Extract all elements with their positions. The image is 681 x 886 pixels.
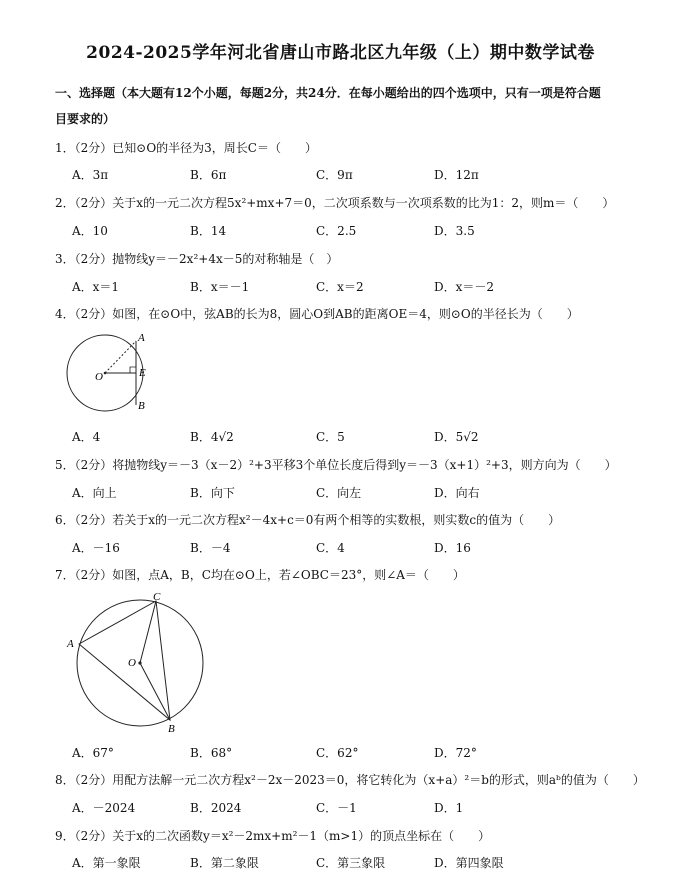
radius-oa (105, 341, 136, 373)
segment-oc (140, 601, 156, 663)
question-9-option-d[interactable]: D．第四象限 (434, 856, 504, 870)
label-b: B (168, 723, 175, 735)
question-9-stem: 9．（2分）关于x的二次函数y＝x²－2mx+m²－1（m>1）的顶点坐标在（ ） (55, 829, 491, 843)
question-6-option-c[interactable]: C．4 (316, 541, 345, 555)
label-e: E (139, 367, 146, 379)
label-o: O (128, 657, 136, 669)
question-5-option-b[interactable]: B．向下 (190, 486, 235, 500)
question-3-stem: 3．（2分）抛物线y＝－2x²+4x－5的对称轴是（ ） (55, 252, 339, 266)
triangle-abc (79, 601, 170, 720)
question-3-option-a[interactable]: A．x＝1 (72, 280, 120, 294)
question-5-stem: 5．（2分）将抛物线y＝－3（x－2）²+3平移3个单位长度后得到y＝－3（x+1）²+3，则方向为（ ） (55, 458, 617, 472)
question-2-option-a[interactable]: A．10 (72, 224, 108, 238)
question-4-option-b[interactable]: B．4√2 (190, 430, 234, 444)
section-heading-line1: 一、选择题（本大题有12个小题，每题2分，共24分．在每小题给出的四个选项中，只有一项是符合题 (55, 86, 601, 100)
question-1-option-a[interactable]: A．3π (72, 168, 109, 182)
question-3-option-d[interactable]: D．x＝－2 (434, 280, 495, 294)
question-9-option-c[interactable]: C．第三象限 (316, 856, 386, 870)
question-1-stem: 1．（2分）已知⊙O的半径为3，周长C＝（ ） (55, 141, 317, 155)
question-5-option-a[interactable]: A．向上 (72, 486, 117, 500)
question-3-option-b[interactable]: B．x＝－1 (190, 280, 250, 294)
section-heading (55, 80, 645, 132)
question-9-option-b[interactable]: B．第二象限 (190, 856, 259, 870)
question-2-option-b[interactable]: B．14 (190, 224, 227, 238)
label-o: O (95, 371, 103, 383)
label-b: B (138, 400, 145, 412)
label-a: A (138, 332, 145, 344)
question-1-option-d[interactable]: D．12π (434, 168, 479, 182)
question-6-option-b[interactable]: B．－4 (190, 541, 231, 555)
page-title: 2024-2025学年河北省唐山市路北区九年级（上）期中数学试卷 (86, 43, 595, 63)
segment-ob (140, 663, 170, 720)
center-point (104, 372, 107, 375)
question-6-option-a[interactable]: A．－16 (72, 541, 120, 555)
question-2-option-d[interactable]: D．3.5 (434, 224, 475, 238)
question-3-option-c[interactable]: C．x＝2 (316, 280, 364, 294)
label-c: C (153, 591, 161, 603)
question-1-option-c[interactable]: C．9π (316, 168, 353, 182)
question-8-stem: 8．（2分）用配方法解一元二次方程x²－2x－2023＝0，将它转化为（x+a）²＝b的形式，则aᵇ的值为（ ） (55, 773, 645, 787)
question-7-option-c[interactable]: C．62° (316, 746, 359, 760)
question-4-option-d[interactable]: D．5√2 (434, 430, 479, 444)
label-a: A (67, 638, 74, 650)
question-8-option-b[interactable]: B．2024 (190, 801, 242, 815)
question-6-option-d[interactable]: D．16 (434, 541, 471, 555)
question-7-option-b[interactable]: B．68° (190, 746, 233, 760)
question-2-option-c[interactable]: C．2.5 (316, 224, 357, 238)
question-1-option-b[interactable]: B．6π (190, 168, 227, 182)
question-7-stem: 7．（2分）如图，点A，B，C均在⊙O上，若∠OBC＝23°，则∠A＝（ ） (55, 568, 465, 582)
question-7-figure (62, 588, 212, 738)
question-7-option-a[interactable]: A．67° (72, 746, 114, 760)
question-8-option-a[interactable]: A．－2024 (72, 801, 136, 815)
center-point (138, 661, 141, 664)
question-4-option-c[interactable]: C．5 (316, 430, 345, 444)
question-2-stem: 2．（2分）关于x的一元二次方程5x²+mx+7＝0，二次项系数与一次项系数的比为1：2，则m＝（ ） (55, 196, 615, 210)
question-9-option-a[interactable]: A．第一象限 (72, 856, 141, 870)
question-8-option-d[interactable]: D．1 (434, 801, 464, 815)
question-4-stem: 4．（2分）如图，在⊙O中，弦AB的长为8，圆心O到AB的距离OE＝4，则⊙O的半径长为（ ） (55, 307, 579, 321)
question-4-option-a[interactable]: A．4 (72, 430, 101, 444)
question-5-option-c[interactable]: C．向左 (316, 486, 362, 500)
section-heading-line2: 目要求的） (55, 112, 116, 126)
question-8-option-c[interactable]: C．－1 (316, 801, 357, 815)
question-5-option-d[interactable]: D．向右 (434, 486, 480, 500)
right-angle-mark (130, 367, 136, 373)
question-6-stem: 6．（2分）若关于x的一元二次方程x²－4x+c＝0有两个相等的实数根，则实数c的值为（ ） (55, 513, 561, 527)
question-7-option-d[interactable]: D．72° (434, 746, 477, 760)
question-4-figure (62, 330, 162, 420)
